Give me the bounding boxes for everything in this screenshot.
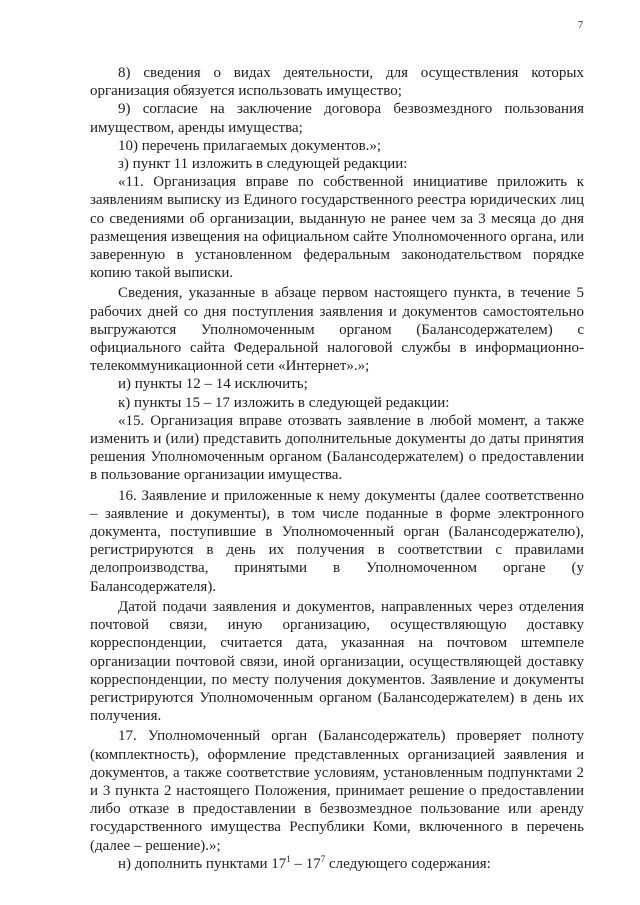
paragraph-clause-11: «11. Организация вправе по собственной инициативе приложить к заявлениям выписку из Единого государственного реестра юридических лиц со сведениями об организации, выданную не ранее чем за 3 месяца до дня размещения извещения на официальном сайте Уполномоченного органа, или заверенную в установленном федеральным законодательством порядке копию такой выписки.	[90, 174, 584, 282]
page-number: 7	[578, 20, 583, 31]
paragraph-amend-i: и) пункты 12 – 14 исключить;	[118, 376, 308, 393]
document-body	[90, 64, 584, 873]
paragraph-clause-11-second: Сведения, указанные в абзаце первом настоящего пункта, в течение 5 рабочих дней со дня поступления заявления и документов самостоятельно выгружаются Уполномоченным органом (Балансодержателем) с официального сайта Федеральной налоговой службы в информационно-телекоммуникационной сети «Интернет».»;	[90, 285, 584, 375]
superscript-1: 1	[286, 853, 291, 864]
superscript-7: 7	[320, 853, 326, 864]
paragraph-item-9: 9) согласие на заключение договора безвозмездного пользования имуществом, аренды имущества;	[90, 101, 584, 136]
paragraph-clause-15: «15. Организация вправе отозвать заявление в любой момент, а также изменить и (или) представить дополнительные документы до даты принятия решения Уполномоченным органом (Балансодержателем) о предоставлении в пользование организации имущества.	[90, 412, 584, 484]
paragraph-clause-16: 16. Заявление и приложенные к нему документы (далее соответственно – заявление и документы), в том числе поданные в форме электронного документа, поступившие в Уполномоченный орган (Балансодержателю), регистрируются в день их получения в соответствии с правилами делопроизводства, принятыми в Уполномоченном органе (у Балансодержателя).	[90, 487, 584, 595]
paragraph-amend-z: з) пункт 11 изложить в следующей редакции:	[118, 156, 408, 173]
paragraph-item-10: 10) перечень прилагаемых документов.»;	[118, 137, 382, 154]
paragraph-amend-n	[90, 855, 584, 873]
paragraph-clause-16-second: Датой подачи заявления и документов, направленных через отделения почтовой связи, иную организацию, осуществляющую доставку корреспонденции, считается дата, указанная на почтовом штемпеле организации почтовой связи, иной организации, осуществляющей доставку корреспонденции, по месту получения документов. Заявление и документы регистрируются Уполномоченным органом (Балансодержателем) в день их получения.	[90, 598, 584, 725]
paragraph-clause-17: 17. Уполномоченный орган (Балансодержатель) проверяет полноту (комплектность), оформление представленных организацией заявления и документов, а также соответствие условиям, установленным подпунктами 2 и 3 пункта 2 настоящего Положения, принимает решение о предоставлении либо отказе в предоставлении в безвозмездное пользование или аренду государственного имущества Республики Коми, включенного в перечень (далее – решение).»;	[90, 728, 584, 854]
amend-n-text-after: следующего содержания:	[325, 855, 491, 872]
paragraph-item-8: 8) сведения о видах деятельности, для осуществления которых организация обязуется использовать имущество;	[90, 65, 584, 100]
amend-n-text-before: н) дополнить пунктами 17	[118, 855, 287, 872]
amend-n-dash: – 17	[290, 855, 321, 872]
paragraph-amend-k: к) пункты 15 – 17 изложить в следующей редакции:	[118, 394, 450, 411]
